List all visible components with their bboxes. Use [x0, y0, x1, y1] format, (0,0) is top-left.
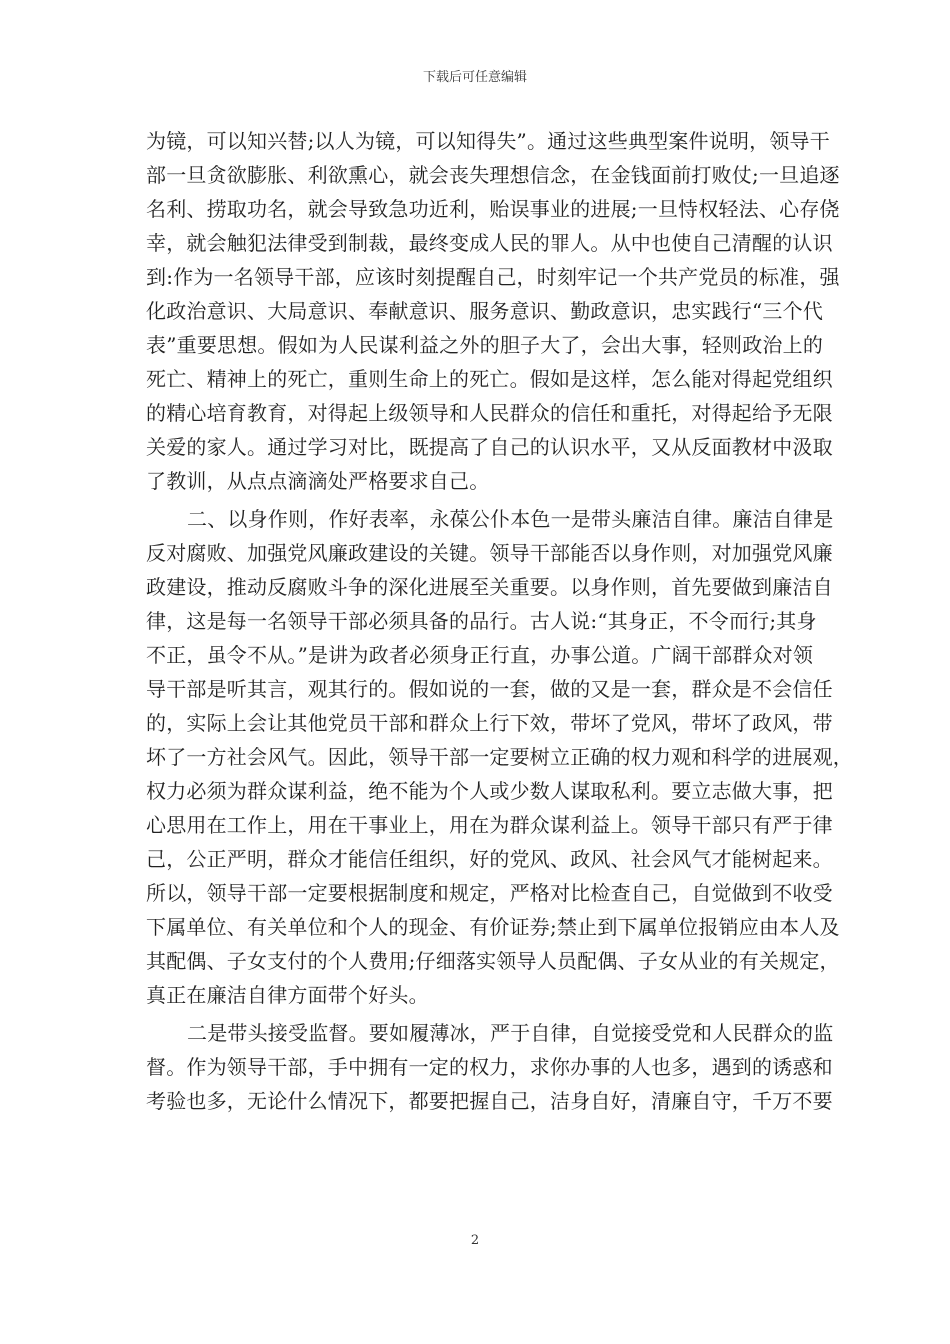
text-line: 了教训，从点点滴滴处严格要求自己。 [146, 469, 490, 493]
text-line: 名利、捞取功名，就会导致急功近利，贻误事业的进展;一旦恃权轻法、心存侥 [146, 197, 840, 221]
text-line: 关爱的家人。通过学习对比，既提高了自己的认识水平，又从反面教材中汲取 [146, 435, 833, 459]
text-line: 反对腐败、加强党风廉政建设的关键。领导干部能否以身作则，对加强党风廉 [146, 541, 833, 565]
text-line: 下属单位、有关单位和个人的现金、有价证券;禁止到下属单位报销应由本人及 [146, 915, 840, 939]
text-line: 所以，领导干部一定要根据制度和规定，严格对比检查自己，自觉做到不收受 [146, 881, 833, 905]
text-line: 考验也多，无论什么情况下，都要把握自己，洁身自好，清廉自守，千万不要 [146, 1089, 833, 1113]
text-line: 督。作为领导干部，手中拥有一定的权力，求你办事的人也多，遇到的诱惑和 [146, 1055, 833, 1079]
text-line: 政建设，推动反腐败斗争的深化进展至关重要。以身作则，首先要做到廉洁自 [146, 575, 833, 599]
document-body [146, 124, 853, 1118]
text-line: 导干部是听其言，观其行的。假如说的一套，做的又是一套，群众是不会信任 [146, 677, 833, 701]
text-line: 其配偶、子女支付的个人费用;仔细落实领导人员配偶、子女从业的有关规定， [146, 949, 840, 973]
text-line: 部一旦贪欲膨胀、利欲熏心，就会丧失理想信念，在金钱面前打败仗;一旦追逐 [146, 163, 840, 187]
text-line: 权力必须为群众谋利益，绝不能为个人或少数人谋取私利。要立志做大事，把 [146, 779, 833, 803]
text-line: 到:作为一名领导干部，应该时刻提醒自己，时刻牢记一个共产党员的标准，强 [146, 265, 840, 289]
text-line: 表”重要思想。假如为人民谋利益之外的胆子大了，会出大事，轻则政治上的 [146, 333, 824, 357]
paragraph-start-line: 二是带头接受监督。要如履薄冰，严于自律，自觉接受党和人民群众的监 [187, 1021, 834, 1045]
text-line: 心思用在工作上，用在干事业上，用在为群众谋利益上。领导干部只有严于律 [146, 813, 833, 837]
page-header: 下载后可任意编辑 [422, 70, 527, 85]
text-line: 不正，虽令不从。”是讲为政者必须身正行直，办事公道。广阔干部群众对领 [146, 643, 814, 667]
text-line: 为镜，可以知兴替;以人为镜，可以知得失”。通过这些典型案件说明，领导干 [146, 129, 830, 153]
text-line: 的，实际上会让其他党员干部和群众上行下效，带坏了党风，带坏了政风，带 [146, 711, 833, 735]
text-line: 己，公正严明，群众才能信任组织，好的党风、政风、社会风气才能树起来。 [146, 847, 833, 871]
text-line: 律，这是每一名领导干部必须具备的品行。古人说:“其身正，不令而行;其身 [146, 609, 817, 633]
page-number: 2 [470, 1233, 480, 1248]
text-line: 幸，就会触犯法律受到制裁，最终变成人民的罪人。从中也使自己清醒的认识 [146, 231, 833, 255]
text-line: 坏了一方社会风气。因此，领导干部一定要树立正确的权力观和科学的进展观， [146, 745, 853, 769]
text-line: 死亡、精神上的死亡，重则生命上的死亡。假如是这样，怎么能对得起党组织 [146, 367, 833, 391]
text-line: 化政治意识、大局意识、奉献意识、服务意识、勤政意识，忠实践行“三个代 [146, 299, 824, 323]
text-line: 的精心培育教育，对得起上级领导和人民群众的信任和重托，对得起给予无限 [146, 401, 833, 425]
paragraph-start-line: 二、以身作则，作好表率，永葆公仆本色一是带头廉洁自律。廉洁自律是 [187, 507, 834, 531]
text-line: 真正在廉洁自律方面带个好头。 [146, 983, 429, 1007]
